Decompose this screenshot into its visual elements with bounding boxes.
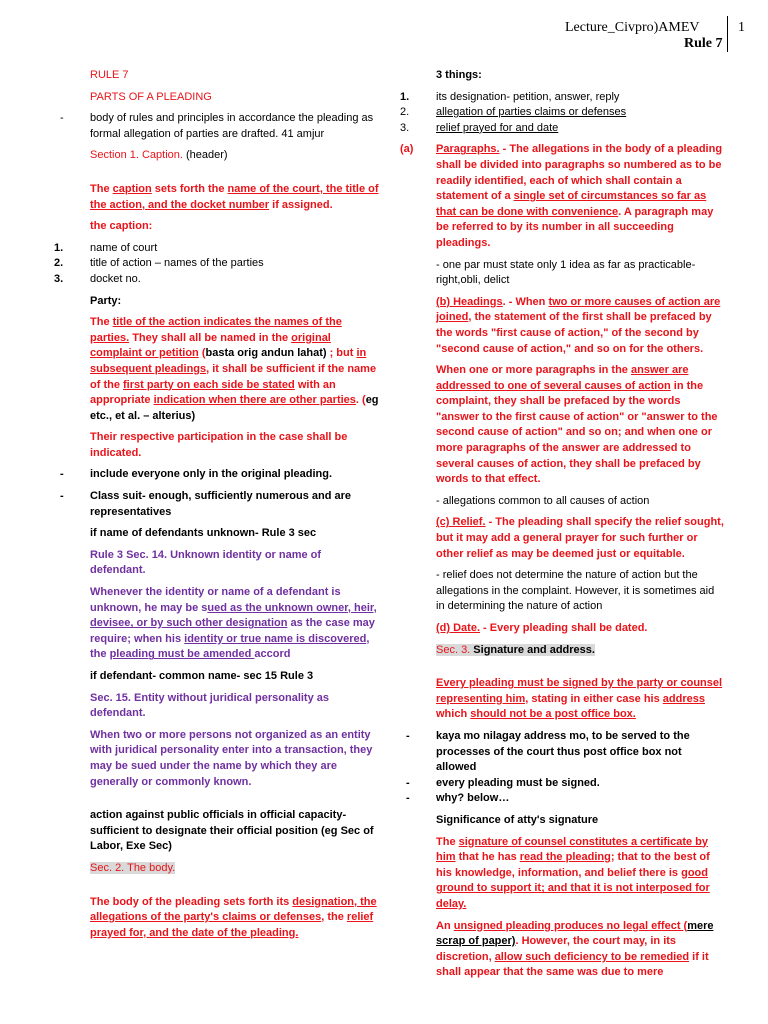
significance-label: Significance of atty's signature (436, 813, 599, 826)
list-item: 3. relief prayed for and date (400, 121, 559, 134)
header-title: Lecture_Civpro)AMEV (565, 20, 700, 35)
caption-definition: The caption sets forth the name of the court, the title of the action, and the docket number if assigned. (90, 182, 379, 211)
three-things-label: 3 things: (436, 69, 482, 81)
sec14-title: Rule 3 Sec. 14. Unknown identity or name of defendant. (90, 548, 322, 577)
unknown-note: if name of defendants unknown- Rule 3 sec (90, 527, 317, 540)
body-paragraph: The body of the pleading sets forth its designation, the allegations of the party's claims or defenses, the relief prayed for, and the date of the pleading. (90, 895, 377, 939)
bullet-signed: - every pleading must be signed. (400, 776, 725, 792)
bullet-dash-icon: - (60, 468, 64, 481)
allegations-common-note: - allegations common to all causes of action (436, 494, 650, 507)
caption-list (54, 241, 379, 288)
page-number: 1 (738, 20, 745, 35)
participation-paragraph: Their respective participation in the case shall be indicated. (90, 431, 348, 459)
parts-title: PARTS OF A PLEADING (90, 90, 212, 103)
sec2-title: Sec. 2. The body. (90, 861, 176, 874)
definition-item (54, 111, 379, 142)
sec2-heading (54, 861, 379, 877)
sec1-heading (54, 148, 379, 164)
bullet-dash-icon: - (406, 776, 410, 789)
relief-paragraph: (c) Relief. - The pleading shall specify the relief sought, but it may add a general prayer for such further or other relief as may be deemed just or equitable. (436, 516, 724, 560)
bullet-dash-icon: - (60, 112, 64, 125)
answer-paragraph: When one or more paragraphs in the answer are addressed to one of several causes of action in the complaint, they shall be prefaced by the words "answer to the first cause of action" or "answer to the second cause of action" and so on; and when one or more paragraphs of the answer are addressed to several causes of action, they shall be prefaced by words to that effect. (436, 364, 718, 486)
bullet-dash-icon: - (406, 792, 410, 805)
things-list (400, 90, 725, 137)
right-column (400, 68, 725, 987)
one-par-note: - one par must state only 1 idea as far as practicable- right,obli, delict (436, 258, 696, 287)
bullet-original: - include everyone only in the original pleading. (54, 467, 379, 483)
date-paragraph: (d) Date. - Every pleading shall be dated. (436, 622, 648, 634)
public-officials-note: action against public officials in official capacity- sufficient to designate their official position (eg Sec of Labor, Exe Sec) (90, 809, 374, 853)
bullet-dash-icon: - (406, 729, 410, 742)
the-caption-label: the caption: (90, 220, 153, 233)
list-item: 3. docket no. (54, 272, 141, 285)
bullet-why: - why? below… (400, 791, 725, 807)
significance-paragraph: The signature of counsel constitutes a certificate by him that he has read the pleading; that to the best of his knowledge, information, and belief there is good ground to support it; and that it is not interposed for delay. (436, 835, 710, 910)
bullet-class-suit: - Class suit- enough, sufficiently numerous and are representatives (60, 490, 351, 518)
paragraphs-item: (a) Paragraphs. - The allegations in the body of a pleading shall be divided into paragraphs so numbered as to be readily identified, each of which shall contain a statement of a single set of circumstances so far as that can be done with convenience. A paragraph may be referred to by its number in all succeeding pleadings. (400, 143, 723, 249)
relief-note: - relief does not determine the nature of action but the allegations in the complaint. However, it is sometimes aid in determining the nature of action (436, 569, 715, 613)
bullet-address: - kaya mo nilagay address mo, to be served to the processes of the court thus post office box not allowed (406, 729, 690, 774)
header-rule: Rule 7 (684, 36, 723, 51)
definition-text: body of rules and principles in accordance the pleading as formal allegation of parties are drafted. 41 amjur (90, 112, 374, 140)
header-divider (727, 16, 728, 52)
title-paragraph: The title of the action indicates the names of the parties. They shall all be named in the original complaint or petition (basta orig andun lahat) ; but in subsequent pleadings, it shall be sufficient if the name of the first party on each side be stated with an appropriate indication when there are other parties. (eg etc., et al. – alterius) (90, 316, 379, 422)
list-item: 1. name of court (54, 241, 158, 254)
sec14-paragraph: Whenever the identity or name of a defendant is unknown, he may be sued as the unknown owner, heir, devisee, or by such other designation as the case may require; when his identity or true name is discovered, the pleading must be amended accord (90, 586, 377, 661)
sec15-title: Sec. 15. Entity without juridical personality as defendant. (90, 691, 330, 720)
rule-title: RULE 7 (90, 69, 129, 81)
left-column (54, 68, 379, 947)
sec15-paragraph: When two or more persons not organized as an entity with juridical personality enter into a transaction, they may be sued under the name by which they are generally or commonly known. (90, 728, 373, 788)
signature-paragraph: Every pleading must be signed by the party or counsel representing him, stating in either case his address which should not be a post office box. (436, 677, 723, 721)
list-item: 2. title of action – names of the parties (54, 257, 264, 270)
headings-paragraph: (b) Headings. - When two or more causes of action are joined, the statement of the first shall be prefaced by the words "first cause of action," of the second by "second cause of action," and so on for the others. (436, 295, 721, 355)
list-item: 2. allegation of parties claims or defenses (400, 106, 627, 119)
sec1-title: Section 1. Caption. (90, 149, 183, 162)
party-label: Party: (90, 294, 122, 307)
list-item: 1. its designation- petition, answer, reply (400, 90, 620, 103)
bullet-dash-icon: - (60, 490, 64, 503)
sec3-heading: Sec. 3. Signature and address. (436, 643, 595, 656)
sec1-note: (header) (186, 149, 228, 162)
common-name-note: if defendant- common name- sec 15 Rule 3 (90, 670, 314, 682)
unsigned-paragraph: An unsigned pleading produces no legal effect (mere scrap of paper). However, the court may, in its discretion, allow such deficiency to be remedied if it shall appear that the same was due to mere (436, 919, 714, 979)
